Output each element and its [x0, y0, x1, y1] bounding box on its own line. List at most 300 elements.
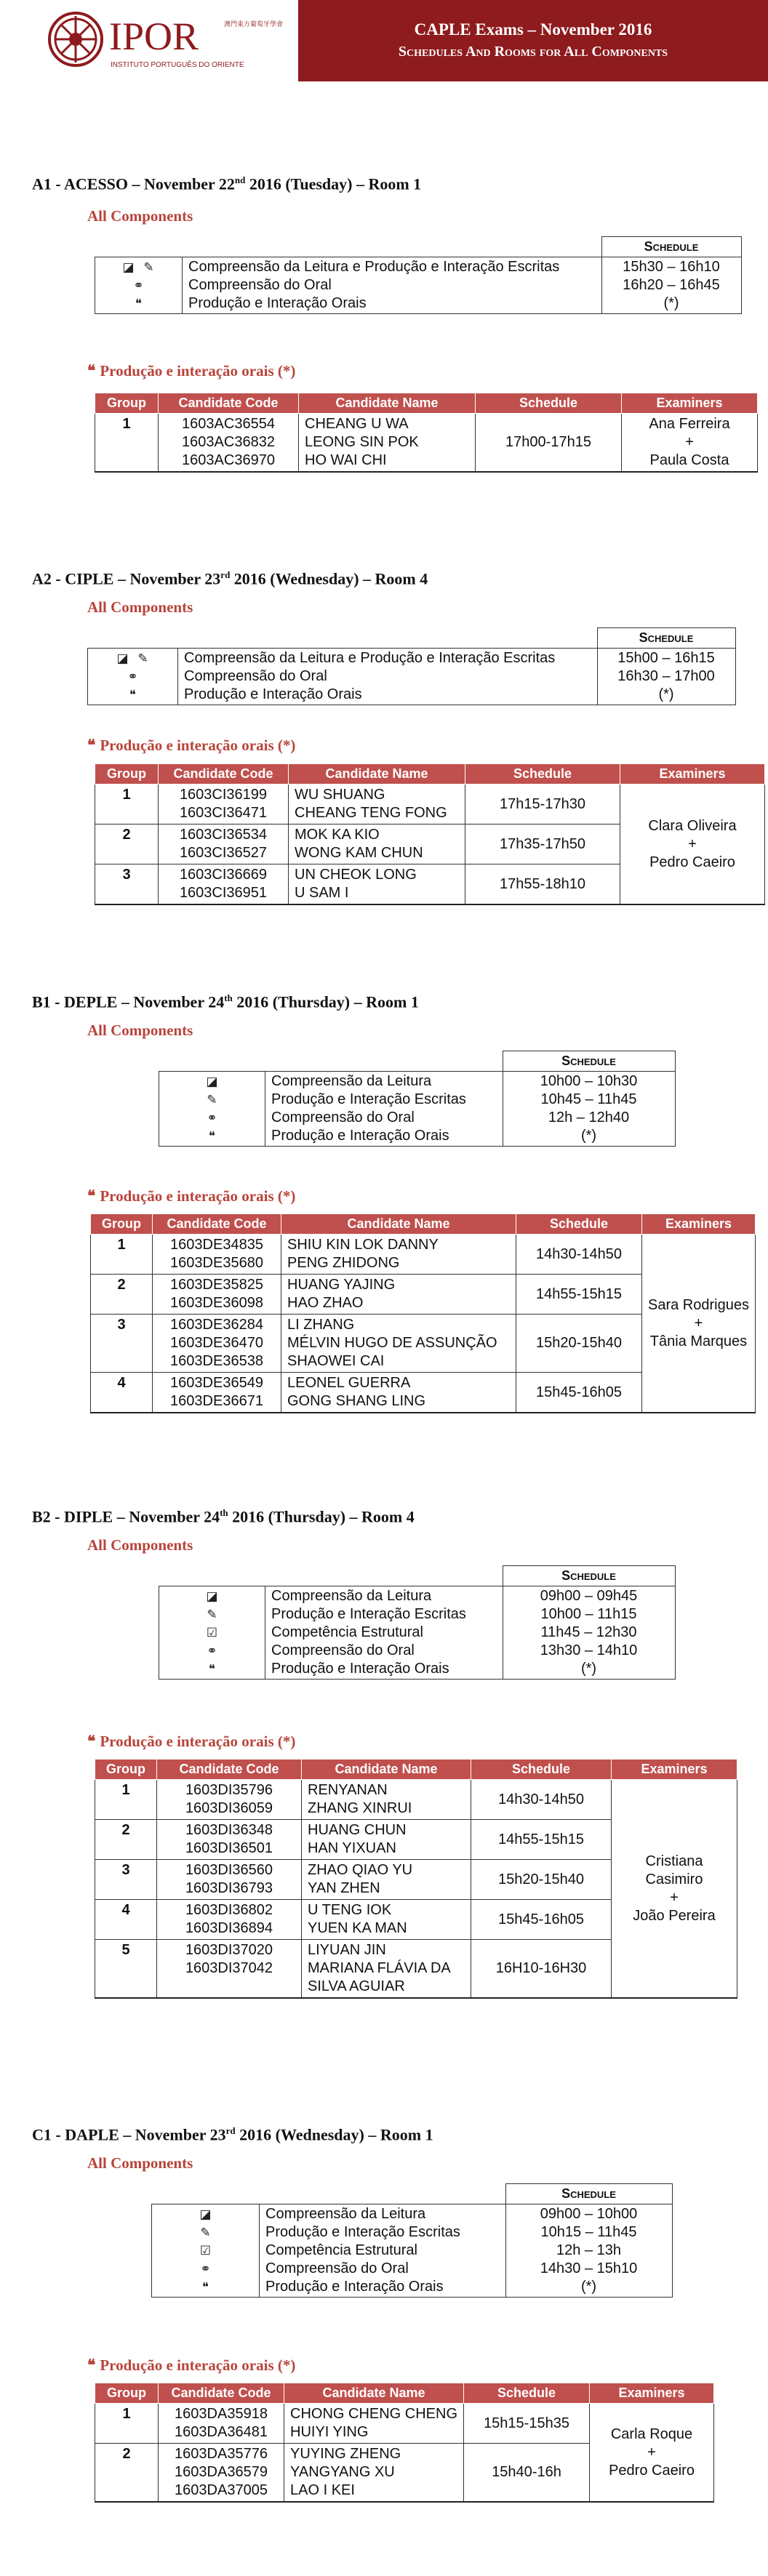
section-title — [32, 1507, 415, 1526]
col-schedule-header: Schedule — [471, 1760, 612, 1780]
candidate-name: LEONG SIN POK — [305, 434, 419, 450]
col-name-header: Candidate Name — [299, 393, 476, 414]
speech-bubbles-icon: ❝ — [87, 737, 96, 754]
section-title-main: A2 - CIPLE – November 23 — [32, 569, 221, 588]
pen-icon: ✎ — [200, 2226, 211, 2239]
logo-subtitle: INSTITUTO PORTUGUÊS DO ORIENTE — [111, 61, 244, 69]
col-code-header: Candidate Code — [159, 393, 299, 414]
candidate-names — [289, 824, 465, 864]
component-icons — [152, 2204, 260, 2298]
component-icon-row — [95, 258, 182, 276]
section-title-rest: 2016 (Wednesday) – Room 1 — [235, 2125, 433, 2144]
component-name: Compreensão da Leitura — [271, 1073, 432, 1089]
component-time: 12h – 12h40 — [548, 1110, 630, 1126]
component-time: 10h00 – 10h30 — [540, 1073, 638, 1089]
candidate-code: 1603DI36059 — [185, 1800, 273, 1816]
components-table — [159, 1565, 676, 1680]
section-title-rest: 2016 (Thursday) – Room 1 — [232, 992, 419, 1011]
candidate-name: MARIANA FLÁVIA DA — [308, 1960, 451, 1976]
ear-icon: ⚭ — [207, 1644, 217, 1658]
candidate-name: WU SHUANG — [295, 787, 385, 803]
candidate-codes — [157, 1900, 302, 1940]
candidate-code: 1603DI36560 — [185, 1862, 273, 1878]
component-name: Compreensão da Leitura — [271, 1588, 432, 1604]
table-row — [95, 2404, 714, 2444]
component-icon-row — [152, 2278, 259, 2296]
group-schedule: 14h55-15h15 — [471, 1820, 612, 1860]
candidate-names — [299, 414, 476, 473]
logo-chinese: 澳門東方葡萄牙學會 — [224, 21, 284, 28]
component-icons — [88, 649, 178, 705]
oral-schedule-table — [95, 393, 758, 473]
candidate-code: 1603CI36199 — [179, 787, 268, 803]
candidate-codes — [159, 785, 289, 824]
schedule-header: Schedule — [505, 2184, 672, 2204]
group-number: 1 — [95, 1780, 157, 1820]
component-name: Competência Estrutural — [271, 1624, 423, 1640]
candidate-name: ZHAO QIAO YU — [308, 1862, 413, 1878]
col-schedule-header: Schedule — [476, 393, 622, 414]
candidate-code: 1603DE36098 — [170, 1295, 263, 1311]
group-schedule: 15h20-15h40 — [471, 1860, 612, 1900]
component-icon-row — [88, 649, 177, 667]
examiner-name: + — [647, 2444, 656, 2460]
oral-heading-text: Produção e interação orais (*) — [100, 737, 296, 754]
component-name: Compreensão da Leitura e Produção e Interação Escritas — [184, 650, 556, 666]
pen-icon: ✎ — [137, 651, 148, 665]
candidate-code: 1603DA36579 — [175, 2464, 268, 2480]
component-icon-row — [152, 2205, 259, 2223]
page-header — [0, 0, 768, 81]
component-time: 09h00 – 10h00 — [540, 2206, 638, 2222]
book-icon: ◪ — [199, 2207, 212, 2221]
component-icon-row — [88, 686, 177, 704]
col-code-header: Candidate Code — [153, 1214, 281, 1235]
table-row — [95, 1780, 737, 1820]
section-title-rest: 2016 (Tuesday) – Room 1 — [245, 174, 422, 193]
component-icon-row — [152, 2260, 259, 2278]
component-time: 10h00 – 11h15 — [540, 1606, 637, 1622]
examiners-cell — [620, 785, 765, 905]
candidate-code: 1603DE36671 — [170, 1393, 263, 1409]
candidate-name: YAN ZHEN — [308, 1880, 380, 1896]
examiner-name: + — [694, 1315, 703, 1331]
group-number: 4 — [91, 1373, 153, 1413]
candidate-code: 1603AC36832 — [182, 434, 275, 450]
candidate-names — [302, 1900, 471, 1940]
candidate-code: 1603DE36538 — [170, 1353, 263, 1369]
component-icon-row — [152, 2242, 259, 2260]
candidate-code: 1603DI37020 — [185, 1942, 273, 1958]
candidate-name: YANGYANG XU — [290, 2464, 395, 2480]
header-spacer — [95, 237, 183, 257]
components-table — [151, 2183, 673, 2298]
candidate-codes — [159, 2404, 284, 2444]
candidate-code: 1603DE36284 — [170, 1317, 263, 1333]
component-name: Compreensão do Oral — [271, 1110, 415, 1126]
section-title — [32, 569, 428, 588]
candidate-name: HAN YIXUAN — [308, 1840, 396, 1856]
book-icon: ◪ — [116, 651, 129, 665]
group-number: 1 — [91, 1235, 153, 1275]
component-time: 13h30 – 14h10 — [540, 1642, 638, 1658]
col-name-header: Candidate Name — [281, 1214, 516, 1235]
component-icon-row — [159, 1587, 265, 1605]
candidate-names — [281, 1275, 516, 1315]
examiner-name: + — [670, 1889, 679, 1906]
examiners-cell — [612, 1780, 737, 1999]
candidate-name: SILVA AGUIAR — [308, 1978, 405, 1994]
candidate-code: 1603DE36470 — [170, 1335, 263, 1351]
component-names — [265, 1072, 503, 1147]
candidate-name: GONG SHANG LING — [287, 1393, 426, 1409]
group-number: 5 — [95, 1940, 157, 1999]
component-time: 12h – 13h — [556, 2242, 621, 2258]
candidate-codes — [153, 1235, 281, 1275]
component-time: 16h30 – 17h00 — [617, 668, 715, 684]
group-number: 2 — [91, 1275, 153, 1315]
pen-icon: ✎ — [207, 1093, 217, 1107]
component-name: Compreensão do Oral — [184, 668, 327, 684]
component-name: Competência Estrutural — [265, 2242, 417, 2258]
col-examiners-header: Examiners — [622, 393, 758, 414]
candidate-codes — [159, 2444, 284, 2503]
ipor-logo — [45, 9, 292, 74]
examiner-name: + — [685, 434, 694, 450]
col-name-header: Candidate Name — [284, 2383, 464, 2404]
section-title-main: B1 - DEPLE – November 24 — [32, 992, 225, 1011]
section-title-main: A1 - ACESSO – November 22 — [32, 174, 235, 193]
group-schedule: 15h15-15h35 — [464, 2404, 590, 2444]
candidate-code: 1603AC36970 — [182, 452, 275, 468]
col-examiners-header: Examiners — [590, 2383, 714, 2404]
section-title — [32, 174, 421, 193]
component-time: 14h30 – 15h10 — [540, 2260, 638, 2276]
components-table — [87, 627, 736, 705]
component-time: 15h00 – 16h15 — [617, 650, 715, 666]
component-names — [178, 649, 598, 705]
candidate-code: 1603DA35776 — [175, 2446, 268, 2462]
oral-schedule-table — [95, 2383, 714, 2503]
all-components-heading: All Components — [87, 1536, 193, 1554]
examiner-name: + — [688, 835, 697, 852]
component-name: Compreensão do Oral — [271, 1642, 415, 1658]
examiner-name: Pedro Caeiro — [609, 2462, 695, 2479]
col-group-header: Group — [95, 764, 159, 785]
candidate-name: CHEANG U WA — [305, 416, 409, 432]
candidate-name: MÉLVIN HUGO DE ASSUNÇÃO — [287, 1335, 497, 1351]
col-schedule-header: Schedule — [465, 764, 620, 785]
candidate-names — [289, 785, 465, 824]
candidate-name: HAO ZHAO — [287, 1295, 364, 1311]
examiners-cell — [642, 1235, 756, 1413]
component-icon-row — [159, 1605, 265, 1624]
group-schedule: 15h40-16h — [464, 2444, 590, 2503]
candidate-name: MOK KA KIO — [295, 827, 380, 843]
candidate-name: HUIYI YING — [290, 2424, 369, 2440]
candidate-code: 1603DA35918 — [175, 2406, 268, 2422]
logo-brand: IPOR — [109, 15, 199, 58]
group-number: 2 — [95, 824, 159, 864]
col-group-header: Group — [95, 2383, 159, 2404]
schedule-header: Schedule — [601, 237, 741, 257]
component-icon-row — [159, 1624, 265, 1642]
section-title-suffix: rd — [220, 569, 231, 580]
component-times — [597, 649, 735, 705]
candidate-name: LI ZHANG — [287, 1317, 355, 1333]
section-title-suffix: rd — [225, 2125, 236, 2136]
candidate-code: 1603DE35680 — [170, 1255, 263, 1271]
component-name: Compreensão da Leitura — [265, 2206, 426, 2222]
schedule-header: Schedule — [597, 628, 735, 649]
section-title — [32, 2125, 433, 2144]
speech-bubbles-icon: ❝ — [208, 1662, 216, 1676]
component-name: Produção e Interação Orais — [265, 2279, 444, 2295]
candidate-codes — [157, 1940, 302, 1999]
component-name: Compreensão da Leitura e Produção e Interação Escritas — [188, 259, 560, 275]
speech-bubbles-icon: ❝ — [208, 1129, 216, 1143]
component-name: Compreensão do Oral — [265, 2260, 409, 2276]
candidate-code: 1603DI36348 — [185, 1822, 273, 1838]
schedule-header: Schedule — [503, 1051, 675, 1072]
checkbox-icon: ☑ — [206, 1626, 218, 1640]
section-title-suffix: nd — [234, 174, 246, 185]
speech-bubbles-icon: ❝ — [87, 1733, 96, 1750]
group-schedule: 17h00-17h15 — [476, 414, 622, 473]
speech-bubbles-icon: ❝ — [87, 2356, 96, 2374]
col-name-header: Candidate Name — [289, 764, 465, 785]
candidate-name: CHEANG TENG FONG — [295, 805, 447, 821]
group-schedule: 17h55-18h10 — [465, 864, 620, 905]
oral-heading — [87, 1187, 295, 1205]
candidate-codes — [153, 1275, 281, 1315]
group-schedule: 14h30-14h50 — [471, 1780, 612, 1820]
col-code-header: Candidate Code — [159, 764, 289, 785]
header-spacer — [183, 237, 602, 257]
col-examiners-header: Examiners — [620, 764, 765, 785]
candidate-name: WONG KAM CHUN — [295, 845, 423, 861]
examiner-name: Paula Costa — [649, 452, 729, 468]
page-title: CAPLE Exams – November 2016 — [414, 20, 652, 39]
col-schedule-header: Schedule — [464, 2383, 590, 2404]
component-time: 09h00 – 09h45 — [540, 1588, 638, 1604]
oral-heading — [87, 2356, 295, 2375]
candidate-name: SHAOWEI CAI — [287, 1353, 385, 1369]
component-icon-row — [159, 1091, 265, 1109]
oral-heading-text: Produção e interação orais (*) — [100, 362, 296, 380]
candidate-name: CHONG CHENG CHENG — [290, 2406, 458, 2422]
components-table — [159, 1051, 676, 1147]
header-spacer — [265, 1566, 503, 1586]
candidate-name: SHIU KIN LOK DANNY — [287, 1237, 439, 1253]
candidate-name: UN CHEOK LONG — [295, 867, 417, 883]
header-spacer — [159, 1051, 265, 1072]
group-schedule: 17h15-17h30 — [465, 785, 620, 824]
oral-schedule-table — [95, 763, 765, 905]
header-spacer — [260, 2184, 506, 2204]
component-name: Produção e Interação Escritas — [265, 2224, 460, 2240]
candidate-code: 1603CI36669 — [179, 867, 268, 883]
ear-icon: ⚭ — [207, 1111, 217, 1125]
examiner-name: Tânia Marques — [649, 1333, 748, 1349]
book-icon: ◪ — [206, 1589, 218, 1603]
candidate-name: LIYUAN JIN — [308, 1942, 386, 1958]
candidate-names — [281, 1373, 516, 1413]
candidate-names — [302, 1820, 471, 1860]
header-spacer — [152, 2184, 260, 2204]
book-icon: ◪ — [206, 1075, 218, 1088]
section-title-main: C1 - DAPLE – November 23 — [32, 2125, 226, 2144]
page-subtitle: Schedules And Rooms for All Components — [398, 44, 668, 60]
component-time: 10h45 – 11h45 — [540, 1091, 637, 1107]
component-icons — [159, 1072, 265, 1147]
component-icon-row — [159, 1660, 265, 1678]
section-title-suffix: th — [220, 1507, 228, 1518]
component-time: 16h20 – 16h45 — [623, 277, 720, 293]
candidate-names — [284, 2444, 464, 2503]
candidate-name: ZHANG XINRUI — [308, 1800, 412, 1816]
candidate-codes — [153, 1315, 281, 1373]
pen-icon: ✎ — [207, 1608, 217, 1621]
component-names — [260, 2204, 506, 2298]
group-number: 2 — [95, 1820, 157, 1860]
candidate-codes — [159, 824, 289, 864]
section-title-rest: 2016 (Thursday) – Room 4 — [228, 1507, 415, 1526]
candidate-code: 1603CI36534 — [179, 827, 268, 843]
oral-heading — [87, 362, 295, 380]
group-number: 3 — [95, 864, 159, 905]
component-icon-row — [159, 1072, 265, 1091]
candidate-name: LAO I KEI — [290, 2482, 355, 2498]
group-number: 3 — [91, 1315, 153, 1373]
candidate-name: HO WAI CHI — [305, 452, 387, 468]
candidate-codes — [153, 1373, 281, 1413]
col-code-header: Candidate Code — [157, 1760, 302, 1780]
section-title — [32, 992, 419, 1011]
candidate-names — [302, 1780, 471, 1820]
speech-bubbles-icon: ❝ — [201, 2280, 209, 2294]
group-number: 3 — [95, 1860, 157, 1900]
col-group-header: Group — [95, 393, 159, 414]
candidate-codes — [157, 1820, 302, 1860]
oral-heading-text: Produção e interação orais (*) — [100, 1733, 296, 1750]
examiner-name: João Pereira — [633, 1907, 716, 1924]
candidate-names — [289, 864, 465, 905]
candidate-codes — [159, 414, 299, 473]
candidate-name: U TENG IOK — [308, 1902, 392, 1918]
all-components-heading: All Components — [87, 207, 193, 225]
schedule-header: Schedule — [503, 1566, 675, 1586]
candidate-code: 1603DI36894 — [185, 1920, 273, 1936]
header-spacer — [265, 1051, 503, 1072]
oral-heading-text: Produção e interação orais (*) — [100, 1187, 296, 1205]
ear-icon: ⚭ — [133, 278, 144, 292]
component-icon-row — [95, 276, 182, 294]
component-time: (*) — [580, 1661, 597, 1677]
group-schedule: 14h55-15h15 — [516, 1275, 642, 1315]
oral-heading — [87, 737, 295, 755]
candidate-name: PENG ZHIDONG — [287, 1255, 400, 1271]
component-icon-row — [159, 1642, 265, 1660]
candidate-code: 1603DA36481 — [175, 2424, 268, 2440]
candidate-code: 1603AC36554 — [182, 416, 275, 432]
table-row — [95, 414, 758, 473]
candidate-code: 1603DE34835 — [170, 1237, 263, 1253]
section-title-main: B2 - DIPLE – November 24 — [32, 1507, 220, 1526]
candidate-name: YUYING ZHENG — [290, 2446, 401, 2462]
group-schedule: 15h45-16h05 — [471, 1900, 612, 1940]
speech-bubbles-icon: ❝ — [87, 362, 96, 380]
group-number: 1 — [95, 2404, 159, 2444]
candidate-name: HUANG YAJING — [287, 1277, 396, 1293]
oral-heading — [87, 1733, 295, 1751]
candidate-code: 1603CI36527 — [179, 845, 268, 861]
speech-bubbles-icon: ❝ — [135, 297, 143, 310]
component-icons — [95, 257, 183, 314]
examiner-name: Cristiana — [645, 1853, 703, 1869]
component-times — [505, 2204, 672, 2298]
component-icon-row — [88, 667, 177, 686]
candidate-names — [284, 2404, 464, 2444]
speech-bubbles-icon: ❝ — [129, 688, 137, 702]
all-components-heading: All Components — [87, 598, 193, 616]
candidate-codes — [157, 1780, 302, 1820]
component-name: Produção e Interação Escritas — [271, 1606, 466, 1622]
oral-schedule-table — [90, 1213, 756, 1413]
candidate-name: YUEN KA MAN — [308, 1920, 407, 1936]
candidate-codes — [159, 864, 289, 905]
component-names — [265, 1586, 503, 1680]
col-group-header: Group — [95, 1760, 157, 1780]
col-group-header: Group — [91, 1214, 153, 1235]
candidate-code: 1603DE35825 — [170, 1277, 263, 1293]
component-name: Produção e Interação Orais — [271, 1128, 449, 1144]
col-name-header: Candidate Name — [302, 1760, 471, 1780]
component-times — [503, 1586, 675, 1680]
component-time: (*) — [580, 2279, 597, 2295]
examiners-cell — [590, 2404, 714, 2503]
group-number: 2 — [95, 2444, 159, 2503]
table-row — [91, 1235, 756, 1275]
examiner-name: Casimiro — [645, 1871, 703, 1887]
group-schedule: 15h45-16h05 — [516, 1373, 642, 1413]
col-examiners-header: Examiners — [642, 1214, 756, 1235]
candidate-name: RENYANAN — [308, 1782, 388, 1798]
section-title-rest: 2016 (Wednesday) – Room 4 — [230, 569, 428, 588]
component-icon-row — [159, 1127, 265, 1145]
component-time: (*) — [658, 686, 674, 702]
group-number: 4 — [95, 1900, 157, 1940]
candidate-names — [302, 1940, 471, 1999]
candidate-code: 1603DI35796 — [185, 1782, 273, 1798]
component-names — [183, 257, 602, 314]
examiner-name: Ana Ferreira — [649, 416, 730, 432]
examiner-name: Carla Roque — [610, 2425, 693, 2442]
candidate-code: 1603DA37005 — [175, 2482, 268, 2498]
component-time: 15h30 – 16h10 — [623, 259, 720, 275]
all-components-heading: All Components — [87, 1022, 193, 1039]
book-icon: ◪ — [122, 260, 135, 274]
component-icons — [159, 1586, 265, 1680]
oral-schedule-table — [95, 1759, 737, 1999]
candidate-code: 1603CI36951 — [179, 885, 268, 901]
group-schedule: 16H10-16H30 — [471, 1940, 612, 1999]
component-name: Produção e Interação Orais — [184, 686, 362, 702]
header-spacer — [178, 628, 598, 649]
examiner-name: Pedro Caeiro — [649, 854, 735, 870]
component-times — [601, 257, 741, 314]
oral-heading-text: Produção e interação orais (*) — [100, 2356, 296, 2374]
